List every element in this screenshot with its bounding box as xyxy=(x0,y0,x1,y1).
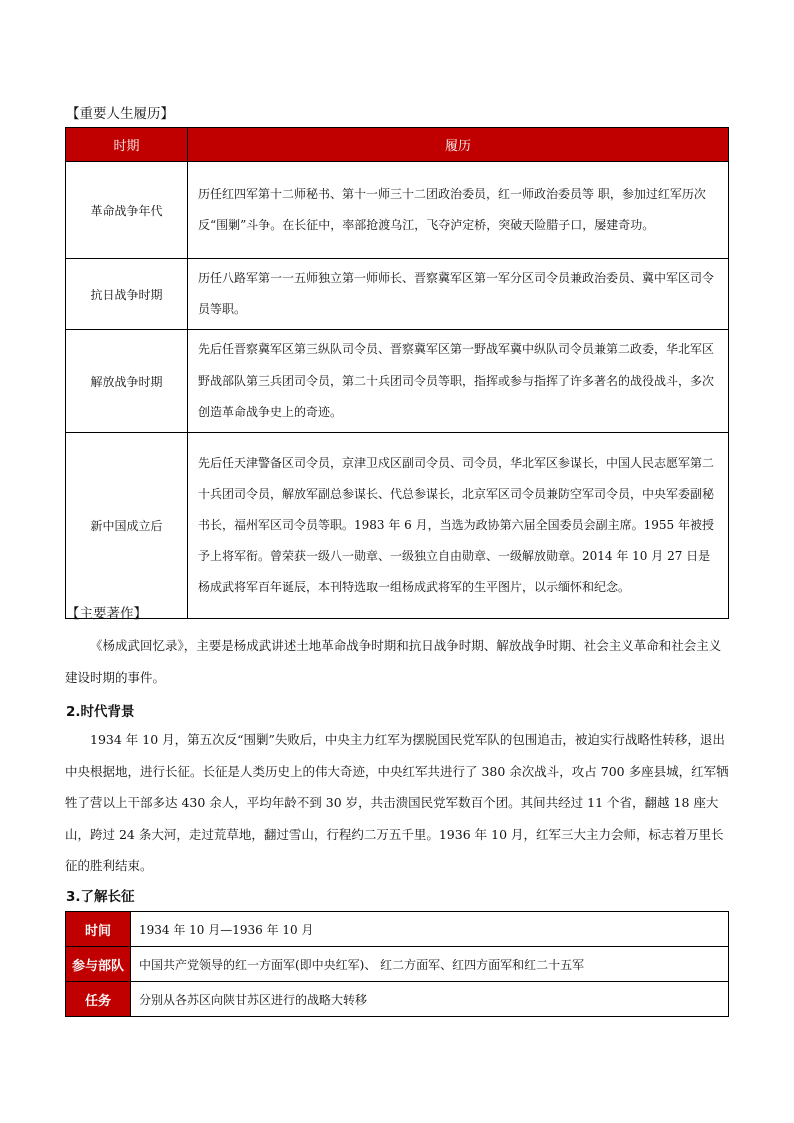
row-key: 任务 xyxy=(66,982,131,1017)
works-heading: 【主要著作】 xyxy=(66,606,147,622)
row-value: 1934 年 10 月—1936 年 10 月 xyxy=(131,912,729,947)
table-row xyxy=(66,330,729,433)
history-cell: 历任红四军第十二师秘书、第十一师三十二团政治委员，红一师政治委员等 职，参加过红军历次反“围剿”斗争。在长征中，率部抢渡乌江，飞夺泸定桥，突破天险腊子口，屡建奇功。 xyxy=(188,162,729,259)
period-cell: 解放战争时期 xyxy=(66,330,188,433)
col-period-header: 时期 xyxy=(66,128,188,162)
longmarch-heading: 3.了解长征 xyxy=(66,889,135,905)
row-key: 参与部队 xyxy=(66,947,131,982)
row-value: 分别从各苏区向陕甘苏区进行的战略大转移 xyxy=(131,982,729,1017)
table-row xyxy=(66,162,729,259)
works-paragraph: 《杨成武回忆录》，主要是杨成武讲述土地革命战争时期和抗日战争时期、解放战争时期、社会主义革命和社会主义建设时期的事件。 xyxy=(65,638,722,685)
bio-heading: 【重要人生履历】 xyxy=(66,106,174,122)
period-cell: 新中国成立后 xyxy=(66,433,188,619)
history-cell: 先后任天津警备区司令员，京津卫戍区副司令员、司令员，华北军区参谋长，中国人民志愿军第二十兵团司令员，解放军副总参谋长、代总参谋长，北京军区司令员兼防空军司令员，中央军委副秘书长，福州军区司令员等职。1983 年 6 月，当选为政协第六届全国委员会副主席。1955 年被授予上将军衔。曾荣获一级八一勋章、一级独立自由勋章、一级解放勋章。2014 年 10 月 27 日是杨成武将军百年诞辰，本刊特选取一组杨成武将军的生平图片，以示缅怀和纪念。 xyxy=(188,433,729,619)
row-key: 时间 xyxy=(66,912,131,947)
bio-table xyxy=(65,127,729,619)
history-cell: 历任八路军第一一五师独立第一师师长、晋察冀军区第一军分区司令员兼政治委员、冀中军区司令员等职。 xyxy=(188,259,729,330)
table-row xyxy=(66,982,729,1017)
col-history-header: 履历 xyxy=(188,128,729,162)
table-row xyxy=(66,912,729,947)
period-cell: 抗日战争时期 xyxy=(66,259,188,330)
background-heading: 2.时代背景 xyxy=(66,704,135,720)
longmarch-table xyxy=(65,911,729,1017)
background-paragraph: 1934 年 10 月，第五次反“围剿”失败后，中央主力红军为摆脱国民党军队的包围追击，被迫实行战略性转移，退出中央根据地，进行长征。长征是人类历史上的伟大奇迹，中央红军共进行了 380 余次战斗，攻占 700 多座县城，红军牺牲了营以上干部多达 430 余人，平均年龄不到 30 岁，共击溃国民党军数百个团。其间共经过 11 个省，翻越 18 座大山，跨过 24 条大河，走过荒草地，翻过雪山，行程约二万五千里。1936 年 10 月，红军三大主力会师，标志着万里长征的胜利结束。 xyxy=(65,732,729,873)
table-row xyxy=(66,259,729,330)
period-cell: 革命战争年代 xyxy=(66,162,188,259)
table-row xyxy=(66,433,729,619)
history-cell: 先后任晋察冀军区第三纵队司令员、晋察冀军区第一野战军冀中纵队司令员兼第二政委，华北军区野战部队第三兵团司令员，第二十兵团司令员等职，指挥或参与指挥了许多著名的战役战斗，多次创造革命战争史上的奇迹。 xyxy=(188,330,729,433)
bio-table-header xyxy=(66,128,729,162)
table-row xyxy=(66,947,729,982)
row-value: 中国共产党领导的红一方面军(即中央红军)、 红二方面军、红四方面军和红二十五军 xyxy=(131,947,729,982)
